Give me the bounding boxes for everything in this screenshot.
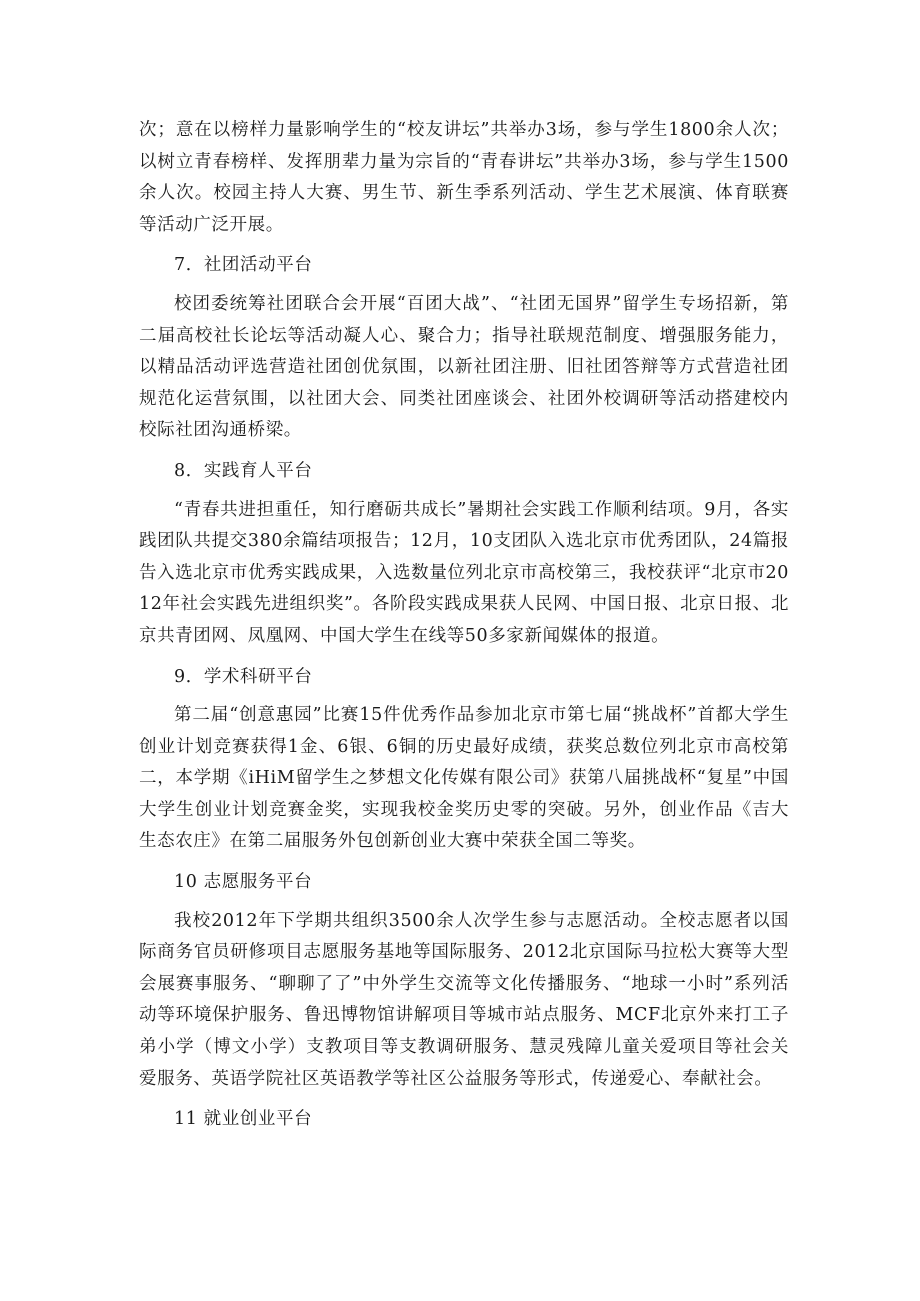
paragraph-volunteer-service: 我校2012年下学期共组织3500余人次学生参与志愿活动。全校志愿者以国际商务官员研修项目志愿服务基地等国际服务、2012北京国际马拉松大赛等大型会展赛事服务、“聊聊了了”中外学生交流等文化传播服务、“地球一小时”系列活动等环境保护服务、鲁迅博物馆讲解项目等城市站点服务、MCF北京外来打工子弟小学（博文小学）支教项目等支教调研服务、慧灵残障儿童关爱项目等社会关爱服务、英语学院社区英语教学等社区公益服务等形式，传递爱心、奉献社会。 <box>139 910 789 1089</box>
heading-practice-education-platform: 8．实践育人平台 <box>174 460 313 481</box>
paragraph-club-activity: 校团委统筹社团联合会开展“百团大战”、“社团无国界”留学生专场招新，第二届高校社长论坛等活动凝人心、聚合力；指导社联规范制度、增强服务能力，以精品活动评选营造社团创优氛围，以新社团注册、旧社团答辩等方式营造社团规范化运营氛围，以社团大会、同类社团座谈会、社团外校调研等活动搭建校内校际社团沟通桥梁。 <box>139 293 789 441</box>
document-body <box>139 115 789 1143</box>
heading-club-activity-platform: 7．社团活动平台 <box>174 255 313 276</box>
paragraph-campus-culture-continued: 次；意在以榜样力量影响学生的“校友讲坛”共举办3场，参与学生1800余人次；以树立青春榜样、发挥朋辈力量为宗旨的“青春讲坛”共举办3场，参与学生1500余人次。校园主持人大赛、男生节、新生季系列活动、学生艺术展演、体育联赛等活动广泛开展。 <box>139 120 789 235</box>
heading-volunteer-service-platform: 10 志愿服务平台 <box>174 872 313 893</box>
heading-employment-entrepreneurship-platform: 11 就业创业平台 <box>174 1109 313 1130</box>
heading-academic-research-platform: 9．学术科研平台 <box>174 666 313 687</box>
paragraph-practice-education: “青春共进担重任，知行磨砺共成长”暑期社会实践工作顺利结项。9月，各实践团队共提交380余篇结项报告；12月，10支团队入选北京市优秀团队，24篇报告入选北京市优秀实践成果，入选数量位列北京市高校第三，我校获评“北京市2012年社会实践先进组织奖”。各阶段实践成果获人民网、中国日报、北京日报、北京共青团网、凤凰网、中国大学生在线等50多家新闻媒体的报道。 <box>139 499 789 646</box>
paragraph-academic-research: 第二届“创意惠园”比赛15件优秀作品参加北京市第七届“挑战杯”首都大学生创业计划竞赛获得1金、6银、6铜的历史最好成绩，获奖总数位列北京市高校第二，本学期《iHiM留学生之梦想文化传媒有限公司》获第八届挑战杯“复星”中国大学生创业计划竞赛金奖，实现我校金奖历史零的突破。另外，创业作品《吉大生态农庄》在第二届服务外包创新创业大赛中荣获全国二等奖。 <box>139 705 789 852</box>
